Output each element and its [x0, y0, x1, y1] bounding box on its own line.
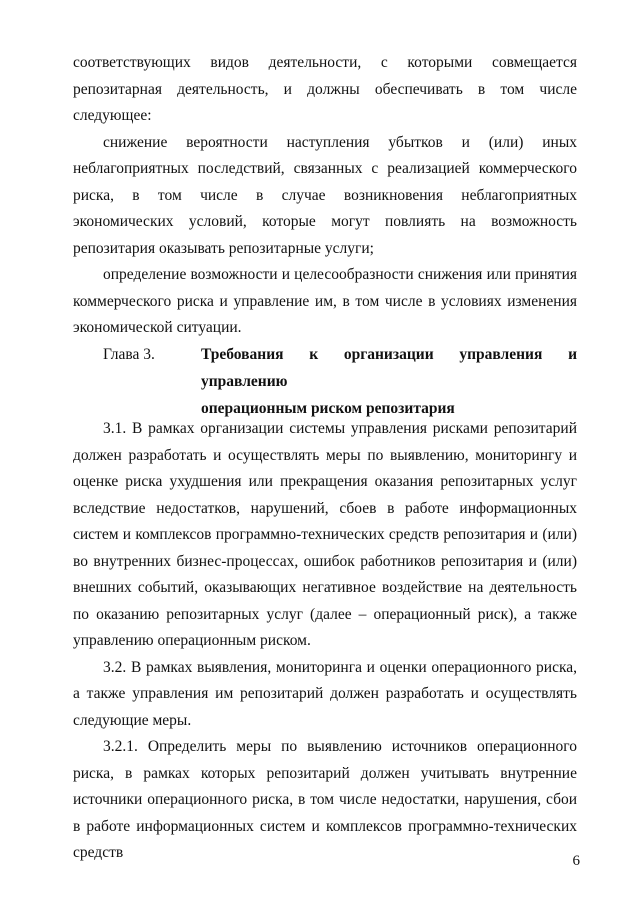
chapter-label: Глава 3. — [103, 346, 155, 363]
paragraph-continuation: соответствующих видов деятельности, с которыми совмещается репозитарная деятельность, и должны обеспечивать в том числе следующее: — [73, 54, 577, 124]
chapter-heading — [73, 341, 577, 422]
chapter-title — [201, 341, 577, 422]
paragraph-3-2: 3.2. В рамках выявления, мониторинга и оценки операционного риска, а также управления им репозитарий должен разработать и осуществлять следующие меры. — [73, 658, 577, 729]
chapter-title-line-2: операционным риском репозитария — [201, 400, 455, 417]
page-number: 6 — [572, 853, 580, 869]
chapter-body — [73, 416, 577, 867]
chapter-title-line-1: Требования к организации управления и управлению — [201, 346, 577, 390]
paragraph-3-2-1: 3.2.1. Определить меры по выявлению источников операционного риска, в рамках которых репозитарий должен учитывать внутренние источники операционного риска, в том числе недостатки, нарушения, сбои в работе информационных систем и комплексов программно-технических средств — [73, 738, 577, 861]
paragraph-risk-determination: определение возможности и целесообразности снижения или принятия коммерческого риска и управление им, в том числе в условиях изменения экономической ситуации. — [73, 266, 577, 336]
paragraph-3-1: 3.1. В рамках организации системы управления рисками репозитарий должен разработать и осуществлять меры по выявлению, мониторингу и оценке риска ухудшения или прекращения оказания репозитарных услуг вследствие недостатков, нарушений, сбоев в работе информационных систем и комплексов программно-технических средств репозитария и (или) во внутренних бизнес-процессах, ошибок работников репозитария и (или) внешних событий, оказывающих негативное воздействие на деятельность по оказанию репозитарных услуг (далее – операционный риск), а также управлению операционным риском. — [73, 420, 577, 649]
intro-section — [73, 50, 577, 342]
paragraph-risk-reduction: снижение вероятности наступления убытков и (или) иных неблагоприятных последствий, связанных с реализацией коммерческого риска, в том числе в случае возникновения неблагоприятных экономических условий, которые могут повлиять на возможность репозитария оказывать репозитарные услуги; — [73, 133, 577, 257]
